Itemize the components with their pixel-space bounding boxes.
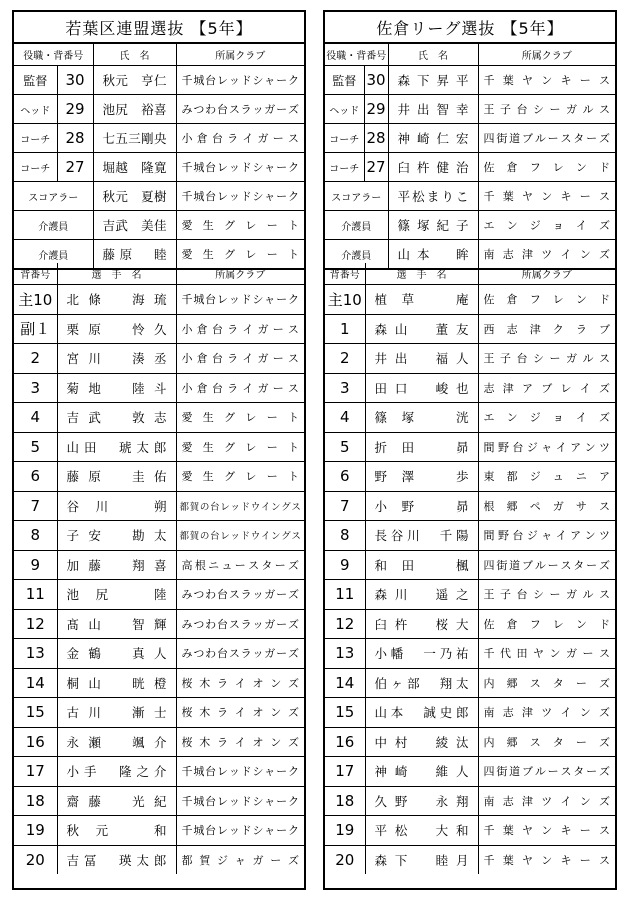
staff-role: コーチ xyxy=(325,124,364,153)
player-row xyxy=(325,462,615,492)
player-number: 15 xyxy=(14,698,57,728)
player-name: 古 川 漸 士 xyxy=(57,698,176,728)
player-name: 髙 山 智 輝 xyxy=(57,609,176,639)
player-number: 副１ xyxy=(14,314,57,344)
player-number: 19 xyxy=(14,816,57,846)
player-number: 14 xyxy=(14,668,57,698)
player-club: 西 志 津 ク ラ ブ xyxy=(478,314,615,344)
player-name: 桐 山 晄 橙 xyxy=(57,668,176,698)
player-number: 9 xyxy=(14,550,57,580)
player-row xyxy=(325,344,615,374)
roster-wakaba xyxy=(12,10,306,890)
player-number: 16 xyxy=(14,727,57,757)
player-row xyxy=(14,698,304,728)
player-club: 佐 倉 フ レ ン ド xyxy=(478,609,615,639)
player-club: 千 葉 ヤ ン キ ー ス xyxy=(478,816,615,846)
staff-row xyxy=(14,66,304,95)
player-name: 臼 杵 桜 大 xyxy=(365,609,478,639)
player-name: 森 川 遥 之 xyxy=(365,580,478,610)
player-club: 都 賀 の 台 レ ッ ド ウ イ ン グ ス xyxy=(176,491,304,521)
player-number: 20 xyxy=(325,845,365,874)
staff-header-club: 所属クラブ xyxy=(176,44,304,66)
player-header xyxy=(325,263,615,285)
player-number: 8 xyxy=(325,521,365,551)
player-number: 17 xyxy=(14,757,57,787)
staff-club: 四 街 道 ブ ル ー ス タ ー ズ xyxy=(478,124,615,153)
staff-header-name: 氏 名 xyxy=(93,44,176,66)
player-row xyxy=(14,403,304,433)
staff-name: 森 下 昇 平 xyxy=(388,66,478,95)
staff-header xyxy=(325,44,615,66)
player-club: 内 郷 ス タ ー ズ xyxy=(478,727,615,757)
player-club: 千 城 台 レ ッ ド シ ャ ー ク xyxy=(176,816,304,846)
player-row xyxy=(14,757,304,787)
player-name: 加 藤 翔 喜 xyxy=(57,550,176,580)
player-table xyxy=(325,284,615,874)
staff-role: 介護員 xyxy=(325,211,388,240)
player-name: 井 出 福 人 xyxy=(365,344,478,374)
staff-name: 神 崎 仁 宏 xyxy=(388,124,478,153)
player-club: 愛 生 グ レ ー ト xyxy=(176,403,304,433)
player-name: 田 口 峻 也 xyxy=(365,373,478,403)
staff-number: 30 xyxy=(364,66,388,95)
player-club: 間 野 台 ジ ャ イ ア ン ツ xyxy=(478,521,615,551)
player-header xyxy=(14,263,304,285)
player-header-number: 背番号 xyxy=(325,263,365,285)
player-row xyxy=(325,816,615,846)
player-club: 根 郷 ペ ガ サ ス xyxy=(478,491,615,521)
player-number: 11 xyxy=(325,580,365,610)
staff-name: 吉 武 美 佳 xyxy=(93,211,176,240)
player-header-club: 所属クラブ xyxy=(478,263,615,285)
player-row xyxy=(14,373,304,403)
player-row xyxy=(325,668,615,698)
player-club: 桜 木 ラ イ オ ン ズ xyxy=(176,668,304,698)
player-name: 山 田 琥 太 郎 xyxy=(57,432,176,462)
player-number: 13 xyxy=(325,639,365,669)
player-number: 6 xyxy=(14,462,57,492)
player-club: み つ わ 台 ス ラ ッ ガ ー ズ xyxy=(176,609,304,639)
player-club: 桜 木 ラ イ オ ン ズ xyxy=(176,698,304,728)
player-name: 小 野 昴 xyxy=(365,491,478,521)
player-number: 主10 xyxy=(325,285,365,315)
player-row xyxy=(325,491,615,521)
player-name: 平 松 大 和 xyxy=(365,816,478,846)
player-name: 山 本 誠 史 郎 xyxy=(365,698,478,728)
staff-club: み つ わ 台 ス ラ ッ ガ ー ズ xyxy=(176,95,304,124)
staff-name: 臼 杵 健 治 xyxy=(388,153,478,182)
player-club: 内 郷 ス タ ー ズ xyxy=(478,668,615,698)
player-row xyxy=(14,285,304,315)
player-row xyxy=(14,462,304,492)
staff-club: 千 葉 ヤ ン キ ー ス xyxy=(478,182,615,211)
player-club: 南 志 津 ツ イ ン ズ xyxy=(478,698,615,728)
player-row xyxy=(14,639,304,669)
player-row xyxy=(14,580,304,610)
player-club: 千 葉 ヤ ン キ ー ス xyxy=(478,845,615,874)
player-row xyxy=(325,786,615,816)
player-club: 南 志 津 ツ イ ン ズ xyxy=(478,786,615,816)
staff-name: 井 出 智 幸 xyxy=(388,95,478,124)
player-club: 王 子 台 シ ー ガ ル ス xyxy=(478,344,615,374)
player-number: 1 xyxy=(325,314,365,344)
player-row xyxy=(325,639,615,669)
staff-role: 監督 xyxy=(14,66,57,95)
player-name: 篠 塚 洸 xyxy=(365,403,478,433)
player-club: 小 倉 台 ラ イ ガ ー ス xyxy=(176,344,304,374)
staff-club: 小 倉 台 ラ イ ガ ー ス xyxy=(176,124,304,153)
player-name: 長 谷 川 千 陽 xyxy=(365,521,478,551)
roster-title: 若葉区連盟選抜 【5年】 xyxy=(14,12,304,44)
staff-header-club: 所属クラブ xyxy=(478,44,615,66)
player-name: 宮 川 湊 丞 xyxy=(57,344,176,374)
staff-header xyxy=(14,44,304,66)
staff-header-role: 役職・背番号 xyxy=(14,44,93,66)
player-name: 北 條 海 琉 xyxy=(57,285,176,315)
staff-name: 藤 原 睦 xyxy=(93,240,176,270)
player-header-name: 選 手 名 xyxy=(365,263,478,285)
player-number: 4 xyxy=(325,403,365,433)
staff-row xyxy=(325,211,615,240)
player-row xyxy=(325,285,615,315)
player-row xyxy=(325,373,615,403)
player-number: 17 xyxy=(325,757,365,787)
roster-title: 佐倉リーグ選抜 【5年】 xyxy=(325,12,615,44)
staff-club: 南 志 津 ツ イ ン ズ xyxy=(478,240,615,270)
player-row xyxy=(14,432,304,462)
player-name: 永 瀬 颯 介 xyxy=(57,727,176,757)
player-row xyxy=(14,845,304,874)
staff-number: 27 xyxy=(364,153,388,182)
player-club: 小 倉 台 ラ イ ガ ー ス xyxy=(176,314,304,344)
player-name: 小 幡 一 乃 祐 xyxy=(365,639,478,669)
player-number: 5 xyxy=(325,432,365,462)
player-number: 14 xyxy=(325,668,365,698)
staff-name: 秋 元 亨 仁 xyxy=(93,66,176,95)
player-row xyxy=(14,491,304,521)
player-name: 池 尻 陸 xyxy=(57,580,176,610)
player-name: 秋 元 和 xyxy=(57,816,176,846)
player-name: 谷 川 朔 xyxy=(57,491,176,521)
staff-row xyxy=(325,182,615,211)
player-name: 植 草 庵 xyxy=(365,285,478,315)
staff-row xyxy=(14,124,304,153)
player-name: 小 手 隆 之 介 xyxy=(57,757,176,787)
player-number: 9 xyxy=(325,550,365,580)
staff-role: 監督 xyxy=(325,66,364,95)
player-club: 四 街 道 ブ ル ー ス タ ー ズ xyxy=(478,550,615,580)
staff-name: 山 本 眸 xyxy=(388,240,478,270)
staff-row xyxy=(325,66,615,95)
player-row xyxy=(325,757,615,787)
player-name: 吉 武 敦 志 xyxy=(57,403,176,433)
player-row xyxy=(325,550,615,580)
player-number: 12 xyxy=(14,609,57,639)
player-club: 間 野 台 ジ ャ イ ア ン ツ xyxy=(478,432,615,462)
player-name: 中 村 綾 汰 xyxy=(365,727,478,757)
player-row xyxy=(14,550,304,580)
player-club: エ ン ジ ョ イ ズ xyxy=(478,403,615,433)
staff-number: 28 xyxy=(364,124,388,153)
player-name: 森 下 睦 月 xyxy=(365,845,478,874)
player-name: 折 田 昴 xyxy=(365,432,478,462)
player-header-name: 選 手 名 xyxy=(57,263,176,285)
staff-role: 介護員 xyxy=(14,240,93,270)
player-club: 四 街 道 ブ ル ー ス タ ー ズ xyxy=(478,757,615,787)
player-row xyxy=(325,521,615,551)
player-row xyxy=(14,727,304,757)
player-header-number: 背番号 xyxy=(14,263,57,285)
player-club: 佐 倉 フ レ ン ド xyxy=(478,285,615,315)
staff-role: スコアラー xyxy=(14,182,93,211)
staff-role: ヘッド xyxy=(14,95,57,124)
staff-club: 千 城 台 レ ッ ド シ ャ ー ク xyxy=(176,182,304,211)
player-club: 愛 生 グ レ ー ト xyxy=(176,432,304,462)
player-club: 志 津 ア ブ レ イ ズ xyxy=(478,373,615,403)
staff-row xyxy=(325,95,615,124)
player-name: 栗 原 怜 久 xyxy=(57,314,176,344)
staff-name: 平 松 ま り こ xyxy=(388,182,478,211)
staff-club: 千 城 台 レ ッ ド シ ャ ー ク xyxy=(176,153,304,182)
player-header-club: 所属クラブ xyxy=(176,263,304,285)
player-number: 4 xyxy=(14,403,57,433)
player-number: 5 xyxy=(14,432,57,462)
staff-row xyxy=(325,124,615,153)
staff-name: 篠 塚 紀 子 xyxy=(388,211,478,240)
staff-club: 王 子 台 シ ー ガ ル ス xyxy=(478,95,615,124)
staff-role: コーチ xyxy=(325,153,364,182)
player-name: 野 澤 歩 xyxy=(365,462,478,492)
player-name: 和 田 楓 xyxy=(365,550,478,580)
player-club: 王 子 台 シ ー ガ ル ス xyxy=(478,580,615,610)
staff-table xyxy=(325,65,615,270)
staff-row xyxy=(14,182,304,211)
player-row xyxy=(325,403,615,433)
player-number: 18 xyxy=(14,786,57,816)
roster-sakura xyxy=(323,10,617,890)
player-row xyxy=(14,344,304,374)
staff-name: 池 尻 裕 喜 xyxy=(93,95,176,124)
player-number: 15 xyxy=(325,698,365,728)
player-row xyxy=(14,816,304,846)
staff-club: エ ン ジ ョ イ ズ xyxy=(478,211,615,240)
staff-number: 27 xyxy=(57,153,93,182)
player-row xyxy=(325,432,615,462)
staff-number: 30 xyxy=(57,66,93,95)
player-name: 子 安 勘 太 xyxy=(57,521,176,551)
player-club: 都 賀 の 台 レ ッ ド ウ イ ン グ ス xyxy=(176,521,304,551)
player-club: 愛 生 グ レ ー ト xyxy=(176,462,304,492)
staff-row xyxy=(325,153,615,182)
staff-role: 介護員 xyxy=(14,211,93,240)
player-number: 2 xyxy=(325,344,365,374)
staff-header-role: 役職・背番号 xyxy=(325,44,388,66)
staff-role: ヘッド xyxy=(325,95,364,124)
player-number: 13 xyxy=(14,639,57,669)
staff-club: 千 城 台 レ ッ ド シ ャ ー ク xyxy=(176,66,304,95)
staff-header-name: 氏 名 xyxy=(388,44,478,66)
player-number: 7 xyxy=(325,491,365,521)
staff-number: 29 xyxy=(57,95,93,124)
player-row xyxy=(325,698,615,728)
player-number: 11 xyxy=(14,580,57,610)
staff-row xyxy=(14,153,304,182)
player-club: 都 賀 ジ ャ ガ ー ズ xyxy=(176,845,304,874)
player-row xyxy=(14,314,304,344)
player-number: 主10 xyxy=(14,285,57,315)
player-row xyxy=(325,580,615,610)
player-club: 桜 木 ラ イ オ ン ズ xyxy=(176,727,304,757)
staff-row xyxy=(14,211,304,240)
player-club: 千 城 台 レ ッ ド シ ャ ー ク xyxy=(176,757,304,787)
player-row xyxy=(14,521,304,551)
player-club: 高 根 ニ ュ ー ス タ ー ズ xyxy=(176,550,304,580)
player-name: 齋 藤 光 紀 xyxy=(57,786,176,816)
staff-role: スコアラー xyxy=(325,182,388,211)
player-club: 千 代 田 ヤ ン ガ ー ス xyxy=(478,639,615,669)
player-number: 2 xyxy=(14,344,57,374)
player-number: 7 xyxy=(14,491,57,521)
player-club: 千 城 台 レ ッ ド シ ャ ー ク xyxy=(176,786,304,816)
player-table xyxy=(14,284,304,874)
staff-club: 愛 生 グ レ ー ト xyxy=(176,240,304,270)
player-name: 菊 地 陸 斗 xyxy=(57,373,176,403)
staff-club: 佐 倉 フ レ ン ド xyxy=(478,153,615,182)
player-club: 千 城 台 レ ッ ド シ ャ ー ク xyxy=(176,285,304,315)
player-number: 6 xyxy=(325,462,365,492)
player-number: 20 xyxy=(14,845,57,874)
staff-number: 28 xyxy=(57,124,93,153)
player-name: 久 野 永 翔 xyxy=(365,786,478,816)
staff-club: 愛 生 グ レ ー ト xyxy=(176,211,304,240)
staff-club: 千 葉 ヤ ン キ ー ス xyxy=(478,66,615,95)
player-row xyxy=(325,845,615,874)
player-name: 吉 冨 瑛 太 郎 xyxy=(57,845,176,874)
player-name: 伯 ヶ 部 翔 太 xyxy=(365,668,478,698)
player-number: 19 xyxy=(325,816,365,846)
staff-number: 29 xyxy=(364,95,388,124)
player-name: 森 山 董 友 xyxy=(365,314,478,344)
player-number: 12 xyxy=(325,609,365,639)
player-row xyxy=(325,727,615,757)
player-number: 16 xyxy=(325,727,365,757)
staff-name: 七 五 三 剛 央 xyxy=(93,124,176,153)
staff-role: コーチ xyxy=(14,153,57,182)
staff-table xyxy=(14,65,304,270)
player-club: み つ わ 台 ス ラ ッ ガ ー ズ xyxy=(176,580,304,610)
player-club: 小 倉 台 ラ イ ガ ー ス xyxy=(176,373,304,403)
player-name: 藤 原 圭 佑 xyxy=(57,462,176,492)
player-number: 18 xyxy=(325,786,365,816)
staff-name: 秋 元 夏 樹 xyxy=(93,182,176,211)
player-number: 8 xyxy=(14,521,57,551)
player-row xyxy=(325,609,615,639)
player-club: 東 都 ジ ュ ニ ア xyxy=(478,462,615,492)
staff-role: コーチ xyxy=(14,124,57,153)
player-row xyxy=(14,609,304,639)
player-row xyxy=(325,314,615,344)
staff-name: 堀 越 隆 寛 xyxy=(93,153,176,182)
player-club: み つ わ 台 ス ラ ッ ガ ー ズ xyxy=(176,639,304,669)
player-number: 3 xyxy=(325,373,365,403)
staff-role: 介護員 xyxy=(325,240,388,270)
staff-row xyxy=(14,95,304,124)
player-name: 神 崎 維 人 xyxy=(365,757,478,787)
player-name: 金 鶴 真 人 xyxy=(57,639,176,669)
player-number: 3 xyxy=(14,373,57,403)
player-row xyxy=(14,668,304,698)
player-row xyxy=(14,786,304,816)
